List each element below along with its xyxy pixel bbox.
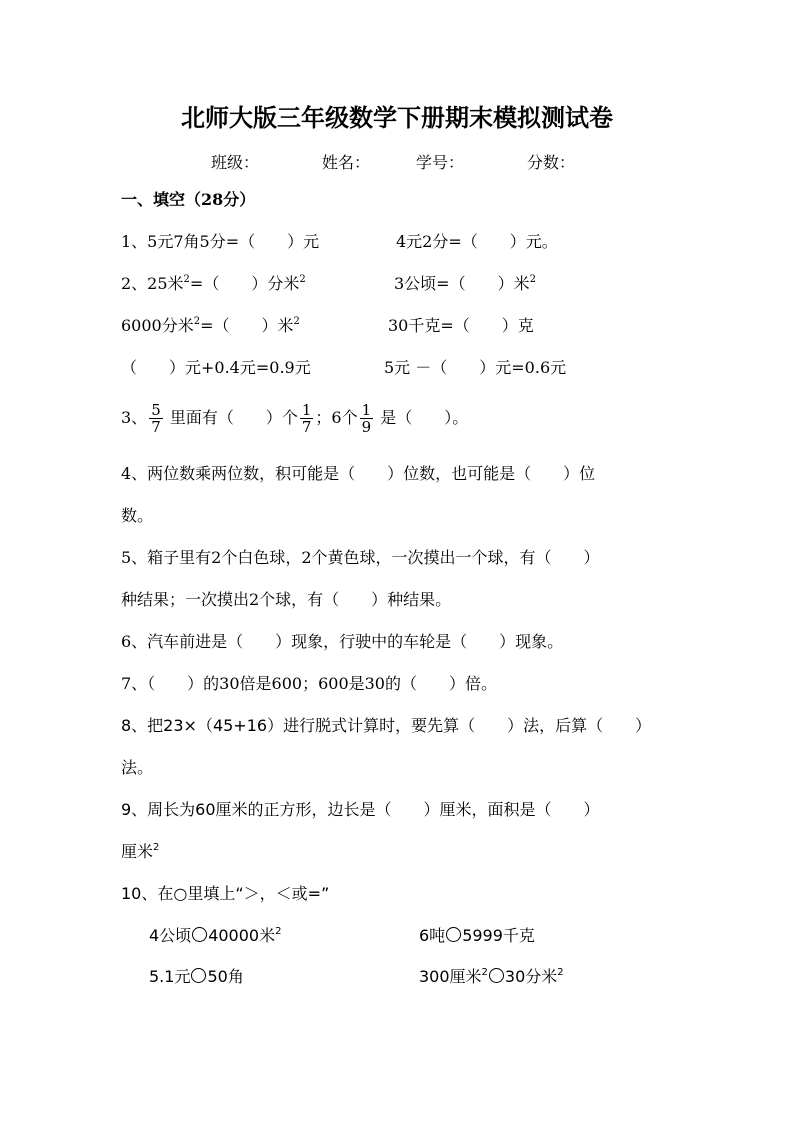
question-8-line2: 法。: [121, 758, 154, 777]
class-label: 班级：: [211, 153, 260, 172]
question-5-line1: 5、箱子里有2个白色球，2个黄色球，一次摸出一个球，有（ ）: [121, 548, 600, 567]
compare-item-c: 5.1元 50角: [149, 967, 244, 986]
name-label: 姓名：: [322, 153, 371, 172]
question-2e: （ ）元+0.4元=0.9元: [121, 358, 311, 377]
question-4-line2: 数。: [121, 506, 154, 525]
question-2b: 3公顷=（ ）米$^2$: [394, 274, 536, 293]
compare-item-a: 4公顷 40000米$^2$: [149, 926, 282, 945]
question-5-line2: 种结果；一次摸出2个球，有（ ）种结果。: [121, 590, 452, 609]
fraction-1-9: $\frac{1}{9}$: [361, 401, 372, 436]
question-10-title: 10、在○里填上“＞，＜或=”: [121, 884, 330, 903]
question-1b: 4元2分=（ ）元。: [396, 232, 558, 251]
question-2f: 5元 －（ ）元=0.6元: [384, 358, 567, 377]
section-heading: 一、填空（28分）: [121, 190, 256, 209]
question-2d: 30千克=（ ）克: [388, 316, 534, 335]
question-9-line2: 厘米$^2$: [121, 842, 160, 861]
compare-item-d: 300厘米$^2$ 30分米$^2$: [419, 967, 564, 986]
compare-item-b: 6吨 5999千克: [419, 926, 535, 945]
fraction-5-7: $\frac{5}{7}$: [151, 401, 161, 436]
compare-circle[interactable]: [192, 927, 207, 942]
compare-circle[interactable]: [446, 927, 461, 942]
question-2c: 6000分米$^2$=（ ）米$^2$: [121, 316, 300, 335]
fraction-1-7: $\frac{1}{7}$: [301, 401, 312, 436]
page-title: 北师大版三年级数学下册期末模拟测试卷: [181, 103, 613, 132]
compare-circle[interactable]: [191, 968, 206, 983]
question-2a: 2、25米$^2$=（ ）分米$^2$: [121, 274, 306, 293]
question-4-line1: 4、两位数乘两位数，积可能是（ ）位数，也可能是（ ）位: [121, 464, 596, 483]
score-label: 分数：: [527, 153, 576, 172]
question-6: 6、汽车前进是（ ）现象，行驶中的车轮是（ ）现象。: [121, 632, 564, 651]
question-3: 3、 $\frac{5}{7}$ 里面有（ ）个 $\frac{1}{7}$ ；6个 $\frac{1}{9}$ 是（ ）。: [121, 401, 469, 436]
question-9-line1: 9、周长为60厘米的正方形，边长是（ ）厘米，面积是（ ）: [121, 800, 600, 819]
question-7: 7、（ ）的30倍是600；600是30的（ ）倍。: [121, 674, 497, 693]
question-1a: 1、5元7角5分=（ ）元: [121, 232, 320, 251]
student-no-label: 学号：: [416, 153, 465, 172]
question-8-line1: 8、把23×（45+16）进行脱式计算时，要先算（ ）法，后算（ ）: [121, 716, 652, 735]
compare-circle[interactable]: [489, 968, 504, 983]
